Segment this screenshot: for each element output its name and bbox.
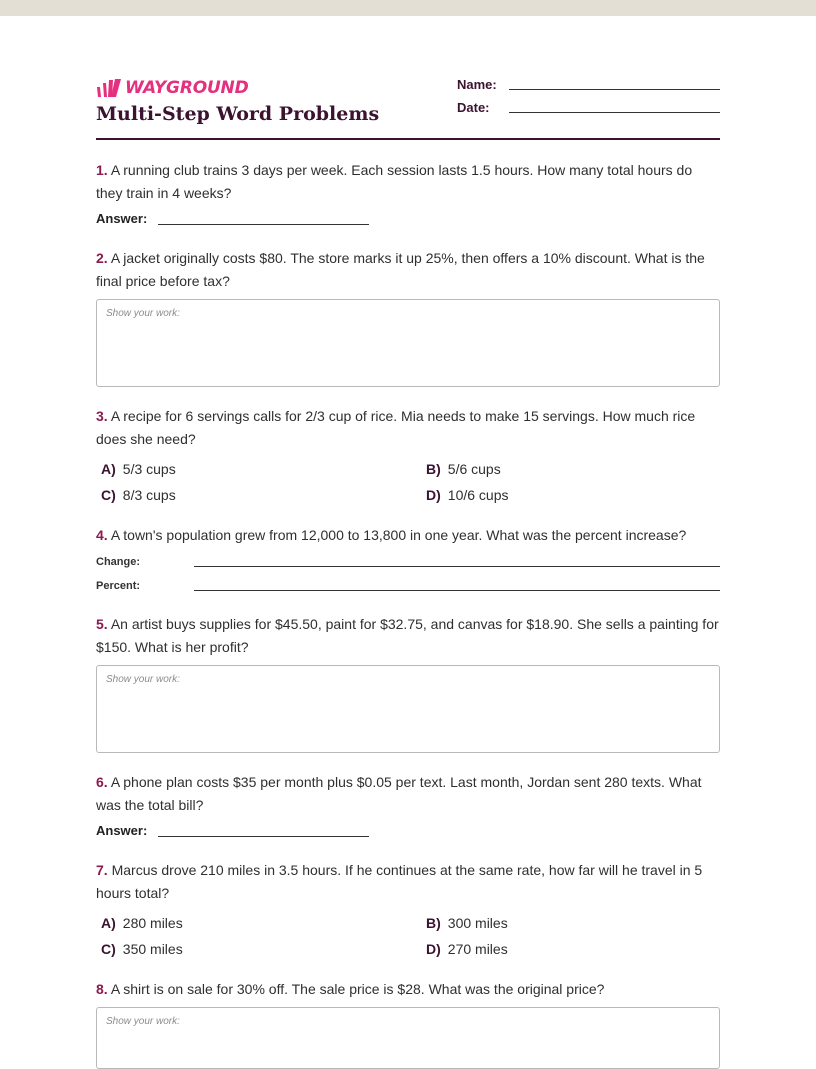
option-text: 5/6 cups bbox=[447, 461, 501, 477]
change-line[interactable] bbox=[194, 566, 720, 567]
answer-line[interactable] bbox=[158, 224, 369, 225]
date-field[interactable] bbox=[457, 100, 720, 115]
question-number: 2. bbox=[96, 250, 108, 266]
question-number: 4. bbox=[96, 527, 108, 543]
option-b[interactable] bbox=[426, 915, 508, 931]
answer-label: Answer: bbox=[96, 211, 148, 226]
page-title: Multi-Step Word Problems bbox=[96, 103, 380, 125]
answer-field-6[interactable] bbox=[96, 823, 369, 838]
option-text: 8/3 cups bbox=[122, 487, 176, 503]
option-text: 270 miles bbox=[447, 941, 508, 957]
question-text: Marcus drove 210 miles in 3.5 hours. If he continues at the same rate, how far will he travel in 5 hours total? bbox=[96, 862, 703, 901]
option-c[interactable] bbox=[101, 487, 176, 503]
question-number: 7. bbox=[96, 862, 108, 878]
option-letter: D) bbox=[426, 487, 441, 503]
option-d[interactable] bbox=[426, 487, 509, 503]
change-field[interactable] bbox=[96, 556, 720, 568]
question-text: A town's population grew from 12,000 to 13,800 in one year. What was the percent increase? bbox=[110, 527, 687, 543]
top-bar bbox=[0, 0, 816, 16]
question-number: 6. bbox=[96, 774, 108, 790]
option-text: 300 miles bbox=[447, 915, 508, 931]
option-b[interactable] bbox=[426, 461, 501, 477]
question-text: A jacket originally costs $80. The store marks it up 25%, then offers a 10% discount. What is the final price before tax? bbox=[96, 250, 705, 289]
header-divider bbox=[96, 138, 720, 140]
logo-text: WAYGROUND bbox=[125, 78, 249, 98]
option-a[interactable] bbox=[101, 461, 176, 477]
option-a[interactable] bbox=[101, 915, 183, 931]
question-text: A shirt is on sale for 30% off. The sale price is $28. What was the original price? bbox=[110, 981, 605, 997]
option-letter: C) bbox=[101, 941, 116, 957]
brand-logo bbox=[96, 78, 249, 98]
answer-field-1[interactable] bbox=[96, 211, 369, 226]
question-1 bbox=[96, 159, 720, 204]
option-letter: C) bbox=[101, 487, 116, 503]
option-c[interactable] bbox=[101, 941, 183, 957]
question-5 bbox=[96, 613, 720, 658]
question-text: A phone plan costs $35 per month plus $0.05 per text. Last month, Jordan sent 280 texts. What was the total bill? bbox=[96, 774, 702, 813]
question-4 bbox=[96, 524, 720, 547]
work-box-5[interactable] bbox=[96, 665, 720, 753]
percent-line[interactable] bbox=[194, 590, 720, 591]
option-text: 5/3 cups bbox=[122, 461, 176, 477]
question-text: An artist buys supplies for $45.50, paint for $32.75, and canvas for $18.90. She sells a painting for $150. What is her profit? bbox=[96, 616, 719, 655]
work-box-2[interactable] bbox=[96, 299, 720, 387]
work-placeholder: Show your work: bbox=[106, 308, 180, 319]
question-number: 3. bbox=[96, 408, 108, 424]
answer-line[interactable] bbox=[158, 836, 369, 837]
question-8 bbox=[96, 978, 720, 1001]
option-letter: B) bbox=[426, 915, 441, 931]
question-3 bbox=[96, 405, 720, 450]
question-6 bbox=[96, 771, 720, 816]
work-placeholder: Show your work: bbox=[106, 674, 180, 685]
question-text: A running club trains 3 days per week. Each session lasts 1.5 hours. How many total hours do they train in 4 weeks? bbox=[96, 162, 693, 201]
percent-field[interactable] bbox=[96, 580, 720, 592]
date-label: Date: bbox=[457, 100, 490, 115]
option-d[interactable] bbox=[426, 941, 508, 957]
name-line[interactable] bbox=[509, 88, 720, 90]
option-text: 10/6 cups bbox=[447, 487, 509, 503]
option-letter: B) bbox=[426, 461, 441, 477]
option-text: 350 miles bbox=[122, 941, 183, 957]
name-field[interactable] bbox=[457, 77, 720, 92]
question-7 bbox=[96, 859, 720, 904]
question-number: 8. bbox=[96, 981, 108, 997]
question-number: 1. bbox=[96, 162, 108, 178]
question-text: A recipe for 6 servings calls for 2/3 cup of rice. Mia needs to make 15 servings. How much rice does she need? bbox=[96, 408, 696, 447]
option-letter: D) bbox=[426, 941, 441, 957]
option-text: 280 miles bbox=[122, 915, 183, 931]
date-line[interactable] bbox=[509, 111, 720, 113]
question-number: 5. bbox=[96, 616, 108, 632]
option-letter: A) bbox=[101, 915, 116, 931]
change-label: Change: bbox=[96, 556, 140, 568]
name-label: Name: bbox=[457, 77, 497, 92]
work-placeholder: Show your work: bbox=[106, 1016, 180, 1027]
option-letter: A) bbox=[101, 461, 116, 477]
question-2 bbox=[96, 247, 720, 292]
percent-label: Percent: bbox=[96, 580, 141, 592]
work-box-8[interactable] bbox=[96, 1007, 720, 1069]
answer-label: Answer: bbox=[96, 823, 148, 838]
wayground-logo-icon bbox=[96, 78, 122, 98]
